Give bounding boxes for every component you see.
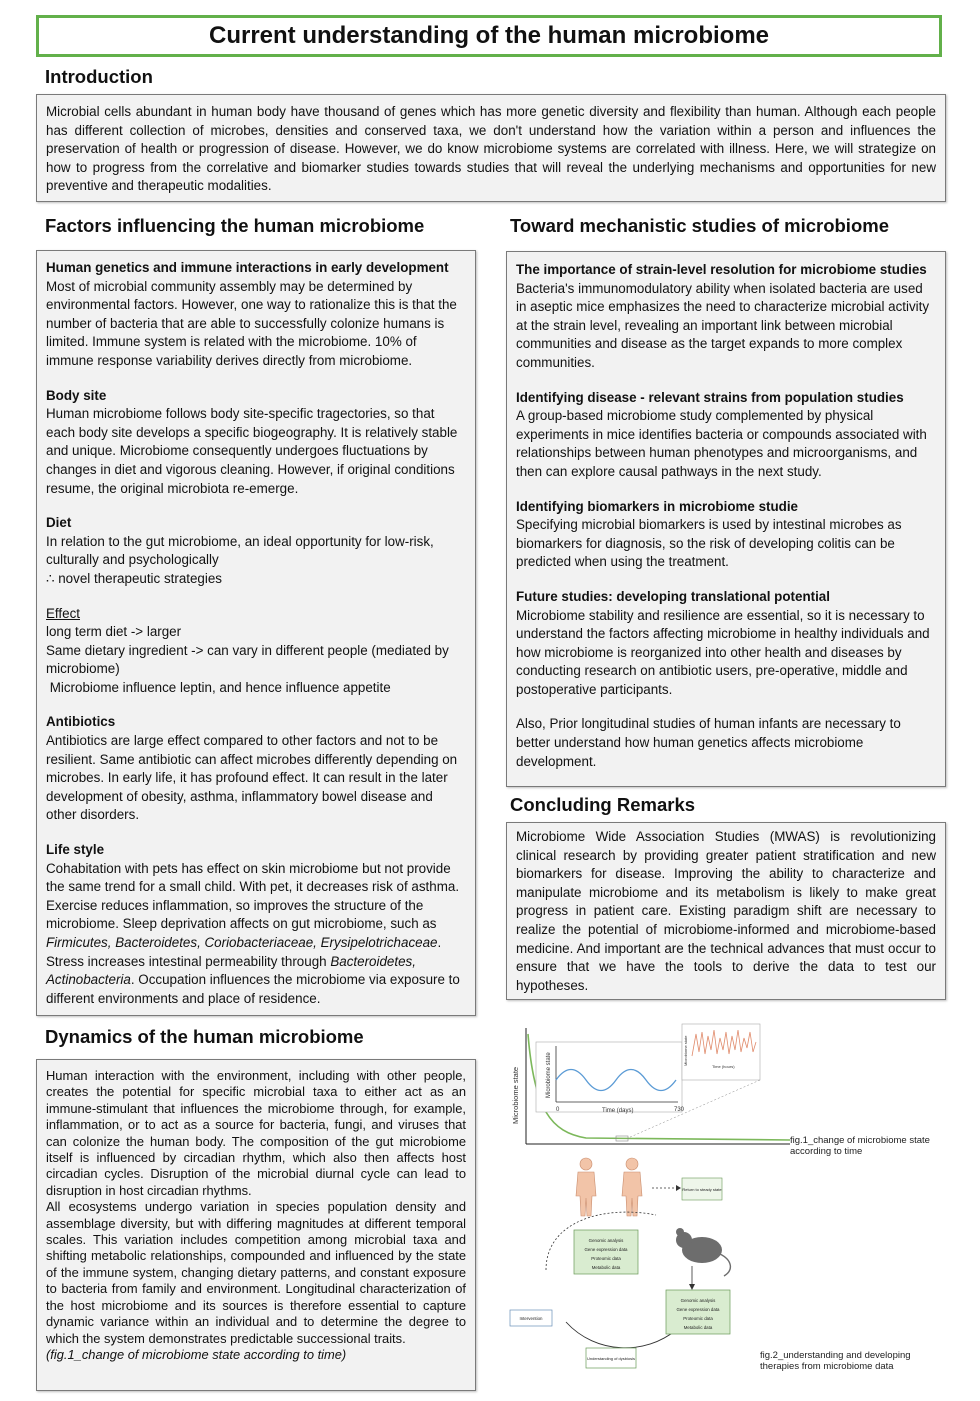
biomarkers-title: Identifying biomarkers in microbiome studie xyxy=(516,498,799,514)
body-site-title: Body site xyxy=(46,387,107,403)
disease-text: A group-based microbiome study complemented by physical experiments in mice identifies bacteria or compounds associated with relationships between human phenotypes and microorganisms, and then can explore causal pathways in the next study. xyxy=(516,408,927,479)
genetics-section xyxy=(46,259,466,371)
effect-line-2: Same dietary ingredient -> can vary in different people (mediated by microbiome) xyxy=(46,642,449,677)
lifestyle-taxa-2: Bacteroidetes, Actinobacteria xyxy=(46,953,416,988)
genetics-text: Most of microbial community assembly may be determined by environmental factors. However, one way to rationalize this is that the number of bacteria that are able to successfully colonize humans is limited. Immune system is related with the microbiome. 10% of immune response variability derives directly from microbiome. xyxy=(46,278,457,368)
lifestyle-text xyxy=(46,860,466,1009)
factors-box xyxy=(36,250,476,1016)
lifestyle-section xyxy=(46,841,466,1008)
intro-text: Microbial cells abundant in human body have thousand of genes which has more genetic diversity and flexibility than human. Although each people has different collection of microbes, densities and conserved taxa, we don't understand how the variation within a person and influences the preservation of health or progression of disease. However, we do know microbiome systems are correlated with illness. Here, we will strategize on how to progress from the correlative and biomarker studies towards studies that will reveal the underlying mechanisms and opportunities for new preventive and therapeutic modalities. xyxy=(46,104,936,194)
page-title: Current understanding of the human microbiome xyxy=(208,22,770,49)
human-figure-2 xyxy=(622,1158,642,1216)
dynamics-p2: All ecosystems undergo variation in species population density and assemblage diversity, but with differing magnitudes at different temporal scales. This variation includes competition among microbial taxa and shifting metabolic relationships, compounded and influenced by the state of the immune system, changing dietary patterns, and constant exposure to bacteria from family and environment. Longitudinal characterization of the host microbiome and its sources is therefore essential to capture dynamic variance within an individual and to determine the degree to which the system demonstrates predictable successional traits. xyxy=(46,1199,466,1346)
effect-line-1: long term diet -> larger xyxy=(46,624,182,640)
fig1-top-inset xyxy=(682,1024,760,1080)
effect-section xyxy=(46,605,466,698)
factors-heading: Factors influencing the human microbiome xyxy=(45,215,425,236)
concluding-text: Microbiome Wide Association Studies (MWAS) is revolutionizing clinical research by providing greater patient stratification and new biomarkers for disease. Improving the ability to characterize and manipulate microbiome and its metabolism is likely to make great progress in patient care. Existing paradigm shift are necessary to realize the potential of microbiome-informed and microbiome-based medicine. And important are the technical advances that must occur to ensure that we have the tools to derive the data to test our hypotheses. xyxy=(516,829,936,993)
dynamics-heading: Dynamics of the human microbiome xyxy=(45,1026,364,1047)
fig1-y-top-label: Microbiome state xyxy=(683,1035,688,1066)
dynamics-ref: (fig.1_change of microbiome state according to time) xyxy=(46,1346,347,1362)
effect-line-3: Microbiome influence leptin, and hence influence appetite xyxy=(46,679,391,695)
dynamics-box xyxy=(36,1059,476,1391)
body-site-text: Human microbiome follows body site-specific tragectories, so that each body site develops a specific biogeography. It is relatively stable and unique. Microbiome consequently undergoes fluctuations by changes in diet and vigorous cleaning. However, if original conditions resume, the original microbiota re-emerge. xyxy=(46,406,458,496)
lifestyle-text-b: . Stress increases intestinal permeability through xyxy=(46,935,442,969)
genomic-a-2: Proteomic data xyxy=(591,1256,621,1261)
strain-text: Bacteria's immunomodulatory ability when isolated bacteria are used in aseptic mice emphasizes the need to characterize microbial activity at the strain level, revealing an important link between microbial communities and disease as the target expands to more complex communities. xyxy=(516,280,930,370)
fig1-y-outer-label: Microbiome state xyxy=(511,1066,520,1124)
lifestyle-title: Life style xyxy=(46,842,105,858)
genetics-title: Human genetics and immune interactions in early development xyxy=(46,260,449,275)
understanding-label: Understanding of dysbiosis xyxy=(586,1356,636,1361)
dynamics-p1: Human interaction with the environment, including with other people, creates the potential for specific microbial taxa to either act as an immune-stimulant that influences the microbiome through, for example, inflammation, or to act as a source for bacteria, fungi, and viruses that can colonize the human body. The composition of the gut microbiome itself is influenced by circadian rhythm, which also then affects host circadian cycles. Disruption of the microbial diurnal cycle can lead to disruption in host circadian rhythms. xyxy=(46,1068,466,1198)
human-figure-1 xyxy=(576,1158,596,1216)
intro-heading: Introduction xyxy=(45,66,153,87)
antibiotics-title: Antibiotics xyxy=(46,714,116,730)
also-text: Also, Prior longitudinal studies of human infants are necessary to better understand how human genetics affects microbiome development. xyxy=(516,716,901,769)
fig1-x-start: 0 xyxy=(556,1107,560,1113)
biomarkers-section xyxy=(516,498,936,572)
biomarkers-text: Specifying microbial biomarkers is used by intestinal microbes as biomarkers for diagnosis, so the risk of developing colitis can be predicted when using the treatment. xyxy=(516,517,902,570)
effect-title: Effect xyxy=(46,605,80,621)
disease-section xyxy=(516,389,936,482)
lifestyle-text-c: . Occupation influences the microbiome via exposure to different environments and place of residence. xyxy=(46,972,460,1006)
strain-title: The importance of strain-level resolution for microbiome studies xyxy=(516,262,927,277)
genomic-a-3: Metabolic data xyxy=(591,1265,621,1270)
diet-title: Diet xyxy=(46,515,72,531)
diet-section xyxy=(46,514,466,588)
cycle-arc-lower xyxy=(566,1322,676,1348)
future-section xyxy=(516,588,936,700)
lifestyle-taxa-1: Firmicutes, Bacteroidetes, Coriobacteriaceae, Erysipelotrichaceae xyxy=(46,935,438,950)
mechanistic-box xyxy=(506,251,946,787)
strain-section xyxy=(516,261,936,373)
mouse-icon xyxy=(676,1228,730,1276)
future-text: Microbiome stability and resilience are essential, so it is necessary to understand the factors affecting microbiome in healthy individuals and how microbiome is reorganized into other health and diseases by conducting research on antibiotic users, pre-operative, middle and postoperative participants. xyxy=(516,607,930,697)
lifestyle-text-a: Cohabitation with pets has effect on skin microbiome but not provide the same trend for a small child. With pet, it decreases risk of asthma. Exercise reduces inflammation, so improves the structure of the microbiome. Sleep deprivation affects on gut microbiome, such as xyxy=(46,860,460,932)
diet-therefore: ∴ novel therapeutic strategies xyxy=(46,570,223,586)
title-banner xyxy=(36,15,942,57)
return-label: Return to steady state xyxy=(682,1187,722,1192)
future-title: Future studies: developing translational potential xyxy=(516,588,830,604)
genomic-b-1: Gene expression data xyxy=(676,1307,720,1312)
fig1-caption: fig.1_change of microbiome state according to time xyxy=(790,1135,930,1157)
antibiotics-text: Antibiotics are large effect compared to other factors and not to be resilient. Same antibiotic can affect microbes differently depending on microbes. In early life, it has profound effect. It can result in the later development of obesity, asthma, inflammatory bowel disease and other disorders. xyxy=(46,733,458,823)
fig1-x-top-label: Time (hours) xyxy=(712,1064,735,1069)
mechanistic-heading: Toward mechanistic studies of microbiome xyxy=(510,215,889,236)
genomic-b-0: Genomic analysis xyxy=(680,1298,716,1303)
concluding-box xyxy=(506,822,946,1000)
intro-box xyxy=(36,94,946,202)
fig2-caption: fig.2_understanding and developing therapies from microbiome data xyxy=(760,1350,911,1372)
diet-text: In relation to the gut microbiome, an ideal opportunity for low-risk, culturally and psychologically xyxy=(46,533,434,568)
genomic-b-2: Proteomic data xyxy=(683,1316,713,1321)
genomic-a-1: Gene expression data xyxy=(584,1247,628,1252)
fig1-x-inner-label: Time (days) xyxy=(602,1108,634,1114)
antibiotics-section xyxy=(46,713,466,825)
body-site-section xyxy=(46,387,466,499)
fig1-graph xyxy=(506,1020,796,1150)
concluding-heading: Concluding Remarks xyxy=(510,794,696,815)
fig1-y-inner-label: Microbiome state xyxy=(546,1052,552,1098)
genomic-b-3: Metabolic data xyxy=(683,1325,713,1330)
intervention-label: Intervention xyxy=(519,1316,543,1321)
genomic-a-0: Genomic analysis xyxy=(588,1238,624,1243)
disease-title: Identifying disease - relevant strains from population studies xyxy=(516,389,904,405)
fig2-diagram xyxy=(506,1150,756,1385)
fig1-x-end: 730 xyxy=(674,1107,685,1113)
